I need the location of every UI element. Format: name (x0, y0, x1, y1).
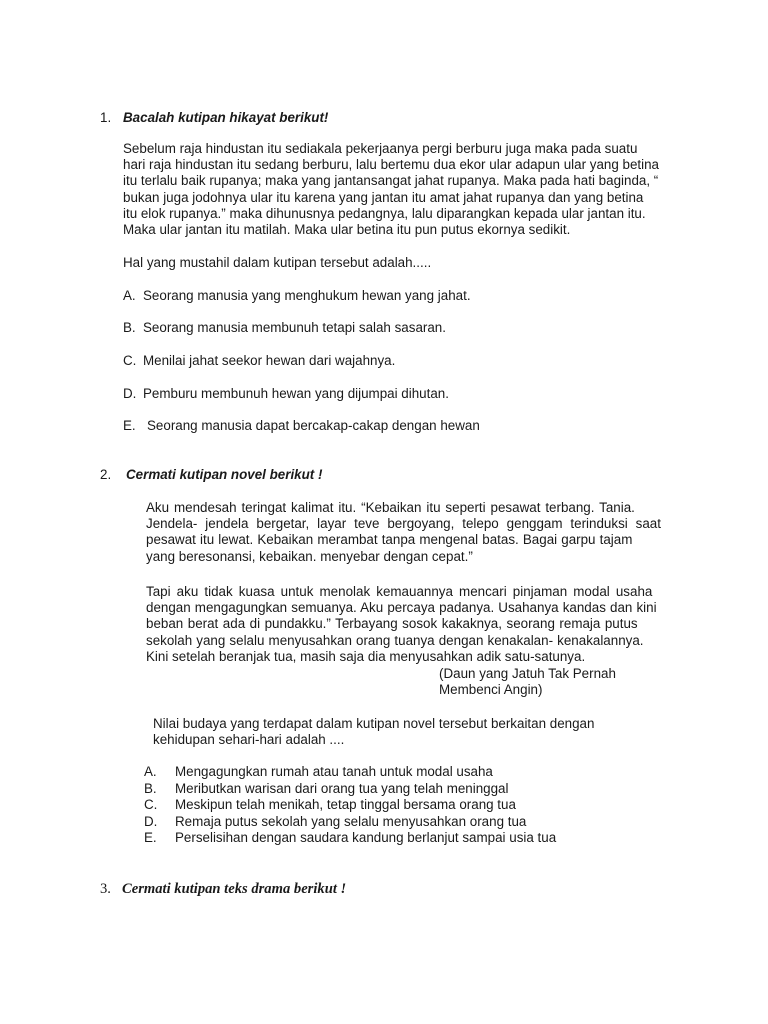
option-text: Menilai jahat seekor hewan dari wajahnya. (143, 353, 396, 368)
passage-line: pesawat itu lewat. Kebaikan merambat tanpa mengenal batas. Bagai garpu tajam (146, 532, 633, 548)
question-title: Cermati kutipan novel berikut ! (126, 467, 323, 482)
option-d[interactable] (123, 386, 449, 402)
option-letter: E. (144, 830, 157, 845)
passage-line: Kini setelah beranjak tua, masih saja dia menyusahkan adik satu-satunya. (146, 648, 586, 664)
passage-line: Aku mendesah teringat kalimat itu. “Kebaikan itu seperti pesawat terbang. Tania. (146, 500, 635, 515)
novel-source (439, 666, 616, 698)
option-b[interactable] (123, 320, 446, 336)
source-line: Membenci Angin) (439, 682, 543, 698)
option-list (144, 764, 556, 847)
passage-line: sekolah yang selalu menyusahkan orang tuanya dengan kenakalan- kenakalannya. (146, 632, 644, 648)
source-line: (Daun yang Jatuh Tak Pernah (439, 666, 616, 681)
option-e[interactable] (144, 830, 556, 847)
passage-line: itu terlalu baik rupanya; maka yang jantansangat jahat rupanya. Maka pada hati baginda, “ (123, 173, 659, 189)
question-prompt: Hal yang mustahil dalam kutipan tersebut adalah..... (123, 255, 432, 270)
option-letter: A. (123, 288, 136, 303)
option-text: Pemburu membunuh hewan yang dijumpai dihutan. (143, 386, 449, 401)
option-letter: B. (123, 320, 136, 335)
passage-line: beban berat ada di pundakku.” Terbayang sosok kakaknya, seorang remaja putus (146, 616, 638, 632)
passage-line: Maka ular jantan itu matilah. Maka ular betina itu pun putus ekornya sedikit. (123, 222, 571, 238)
option-a[interactable] (144, 764, 556, 781)
novel-paragraph-1 (146, 500, 661, 565)
question-title: Cermati kutipan teks drama berikut ! (122, 881, 347, 897)
option-text: Meskipun telah menikah, tetap tinggal bersama orang tua (175, 797, 516, 812)
option-letter: D. (123, 386, 137, 401)
prompt-line: Nilai budaya yang terdapat dalam kutipan novel tersebut berkaitan dengan (153, 716, 595, 731)
option-text: Seorang manusia yang menghukum hewan yang jahat. (143, 288, 471, 303)
option-text: Remaja putus sekolah yang selalu menyusahkan orang tua (175, 813, 527, 829)
passage-line: yang beresonansi, kebaikan. menyebar dengan cepat.” (146, 548, 473, 564)
passage-line: hari raja hindustan itu sedang berburu, lalu bertemu dua ekor ular adapun ular yang betina (123, 157, 659, 173)
passage-line: dengan mengagungkan semuanya. Aku percaya padanya. Usahanya kandas dan kini (146, 600, 657, 616)
question-number: 1. (100, 110, 112, 125)
question-number: 2. (100, 467, 112, 482)
option-e[interactable] (123, 418, 480, 434)
option-text: Meributkan warisan dari orang tua yang telah meninggal (175, 780, 509, 796)
passage-line: itu elok rupanya.” maka dihunusnya pedangnya, lalu diparangkan kepada ular jantan itu. (123, 205, 646, 221)
option-text: Seorang manusia membunuh tetapi salah sasaran. (143, 320, 446, 335)
option-text: Perselisihan dengan saudara kandung berlanjut sampai usia tua (175, 830, 557, 845)
question-title: Bacalah kutipan hikayat berikut! (123, 110, 329, 125)
prompt-line: kehidupan sehari-hari adalah .... (153, 732, 345, 748)
option-text: Mengagungkan rumah atau tanah untuk modal usaha (175, 764, 493, 779)
question-prompt (153, 716, 594, 748)
option-b[interactable] (144, 781, 556, 798)
option-text: Seorang manusia dapat bercakap-cakap dengan hewan (147, 418, 480, 433)
novel-paragraph-2 (146, 584, 657, 665)
passage-line: Jendela- jendela bergetar, layar teve bergoyang, telepo genggam terinduksi saat (146, 516, 661, 532)
question-number: 3. (100, 881, 111, 897)
hikayat-passage (123, 141, 659, 238)
option-letter: C. (123, 353, 137, 368)
option-letter: D. (144, 813, 158, 829)
option-d[interactable] (144, 814, 556, 831)
passage-line: bukan juga jodohnya ular itu karena yang jantan itu amat jahat rupanya dan yang betina (123, 189, 644, 205)
option-letter: A. (144, 764, 157, 779)
option-c[interactable] (123, 353, 395, 369)
option-letter: B. (144, 780, 157, 796)
option-c[interactable] (144, 797, 556, 814)
passage-line: Sebelum raja hindustan itu sediakala pekerjaanya pergi berburu juga maka pada suatu (123, 141, 638, 156)
option-letter: C. (144, 797, 158, 812)
passage-line: Tapi aku tidak kuasa untuk menolak kemauannya mencari pinjaman modal usaha (146, 584, 653, 599)
option-letter: E. (123, 418, 136, 433)
option-a[interactable] (123, 288, 471, 304)
